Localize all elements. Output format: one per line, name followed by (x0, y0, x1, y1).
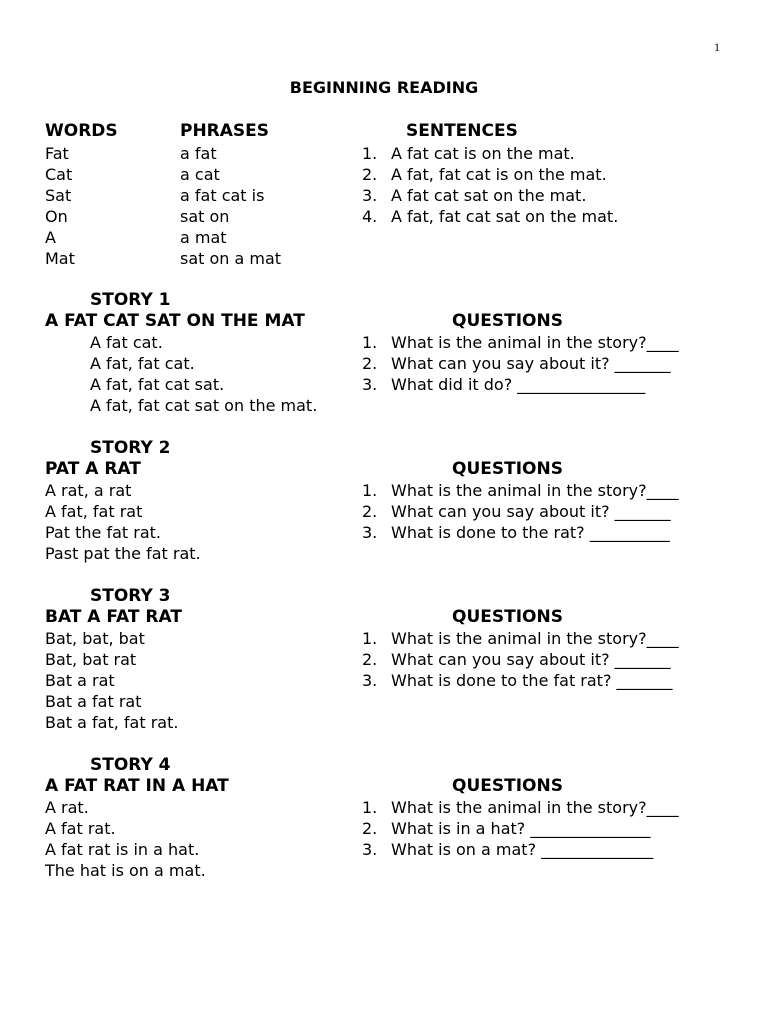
question-number: 1. (362, 629, 378, 648)
story-1-text (90, 332, 317, 416)
story-3-label: STORY 3 (90, 586, 171, 606)
story-1-questions-header: QUESTIONS (452, 311, 563, 331)
story-line: Past pat the fat rat. (45, 544, 201, 563)
story-2-questions-header: QUESTIONS (452, 459, 563, 479)
sentence-text: A fat, fat cat sat on the mat. (391, 207, 619, 226)
question-item (362, 670, 679, 691)
sentence-text: A fat cat sat on the mat. (391, 186, 587, 205)
sentence-number: 2. (362, 165, 378, 184)
question-number: 1. (362, 481, 378, 500)
story-line: A fat, fat rat (45, 502, 143, 521)
sentence-item (362, 185, 618, 206)
story-4-label: STORY 4 (90, 755, 171, 775)
question-number: 2. (362, 502, 378, 521)
story-3-questions-header: QUESTIONS (452, 607, 563, 627)
story-line: A rat, a rat (45, 481, 132, 500)
question-text: What can you say about it? _______ (391, 650, 671, 669)
question-number: 3. (362, 375, 378, 394)
question-text: What is done to the rat? __________ (391, 523, 670, 542)
story-3-title: BAT A FAT RAT (45, 607, 182, 627)
story-line: A fat rat is in a hat. (45, 840, 200, 859)
question-text: What is the animal in the story?____ (391, 481, 679, 500)
question-number: 2. (362, 650, 378, 669)
story-line: A fat, fat cat sat on the mat. (90, 396, 318, 415)
story-line: A fat, fat cat. (90, 354, 195, 373)
story-2-title: PAT A RAT (45, 459, 141, 479)
story-line: A fat cat. (90, 333, 163, 352)
story-1-questions (362, 332, 679, 395)
phrases-list (180, 143, 281, 269)
story-line: Bat a rat (45, 671, 115, 690)
story-line: The hat is on a mat. (45, 861, 206, 880)
question-item (362, 649, 679, 670)
phrases-header: PHRASES (180, 121, 270, 141)
question-text: What is in a hat? _______________ (391, 819, 651, 838)
word-item: Sat (45, 186, 72, 205)
question-text: What is the animal in the story?____ (391, 333, 679, 352)
word-item: On (45, 207, 68, 226)
story-1-label: STORY 1 (90, 290, 171, 310)
story-line: A fat rat. (45, 819, 116, 838)
word-item: Mat (45, 249, 75, 268)
story-3-questions (362, 628, 679, 691)
page-title: BEGINNING READING (289, 78, 479, 97)
story-4-title: A FAT RAT IN A HAT (45, 776, 229, 796)
question-text: What did it do? ________________ (391, 375, 646, 394)
word-item: Cat (45, 165, 73, 184)
words-header: WORDS (45, 121, 118, 141)
question-number: 3. (362, 840, 378, 859)
question-number: 1. (362, 798, 378, 817)
sentence-item (362, 164, 618, 185)
sentence-text: A fat cat is on the mat. (391, 144, 575, 163)
question-item (362, 332, 679, 353)
phrase-item: sat on a mat (180, 249, 282, 268)
question-item (362, 628, 679, 649)
question-item (362, 480, 679, 501)
words-list (45, 143, 75, 269)
sentence-text: A fat, fat cat is on the mat. (391, 165, 607, 184)
sentence-number: 4. (362, 207, 378, 226)
sentence-number: 3. (362, 186, 378, 205)
question-item (362, 839, 679, 860)
question-item (362, 797, 679, 818)
story-4-text (45, 797, 206, 881)
phrase-item: sat on (180, 207, 230, 226)
story-line: A fat, fat cat sat. (90, 375, 225, 394)
story-3-text (45, 628, 178, 733)
sentence-number: 1. (362, 144, 378, 163)
story-2-text (45, 480, 201, 564)
question-text: What is the animal in the story?____ (391, 798, 679, 817)
sentences-list (362, 143, 618, 227)
sentence-item (362, 143, 618, 164)
phrase-item: a cat (180, 165, 220, 184)
question-number: 1. (362, 333, 378, 352)
question-item (362, 501, 679, 522)
question-number: 2. (362, 354, 378, 373)
story-2-questions (362, 480, 679, 543)
question-text: What is on a mat? ______________ (391, 840, 654, 859)
question-text: What can you say about it? _______ (391, 354, 671, 373)
question-item (362, 353, 679, 374)
question-item (362, 374, 679, 395)
question-item (362, 522, 679, 543)
word-item: A (45, 228, 56, 247)
story-4-questions-header: QUESTIONS (452, 776, 563, 796)
phrase-item: a fat (180, 144, 217, 163)
story-4-questions (362, 797, 679, 860)
story-line: Bat, bat, bat (45, 629, 145, 648)
story-line: Bat, bat rat (45, 650, 137, 669)
story-line: Pat the fat rat. (45, 523, 161, 542)
question-text: What can you say about it? _______ (391, 502, 671, 521)
word-item: Fat (45, 144, 69, 163)
question-text: What is the animal in the story?____ (391, 629, 679, 648)
sentence-item (362, 206, 618, 227)
story-line: A rat. (45, 798, 89, 817)
phrase-item: a fat cat is (180, 186, 265, 205)
phrase-item: a mat (180, 228, 227, 247)
question-number: 3. (362, 671, 378, 690)
sentences-header: SENTENCES (406, 121, 518, 141)
story-2-label: STORY 2 (90, 438, 171, 458)
question-number: 3. (362, 523, 378, 542)
story-1-title: A FAT CAT SAT ON THE MAT (45, 311, 305, 331)
page-number: 1 (714, 40, 720, 54)
story-line: Bat a fat, fat rat. (45, 713, 179, 732)
story-line: Bat a fat rat (45, 692, 142, 711)
question-text: What is done to the fat rat? _______ (391, 671, 673, 690)
question-item (362, 818, 679, 839)
question-number: 2. (362, 819, 378, 838)
